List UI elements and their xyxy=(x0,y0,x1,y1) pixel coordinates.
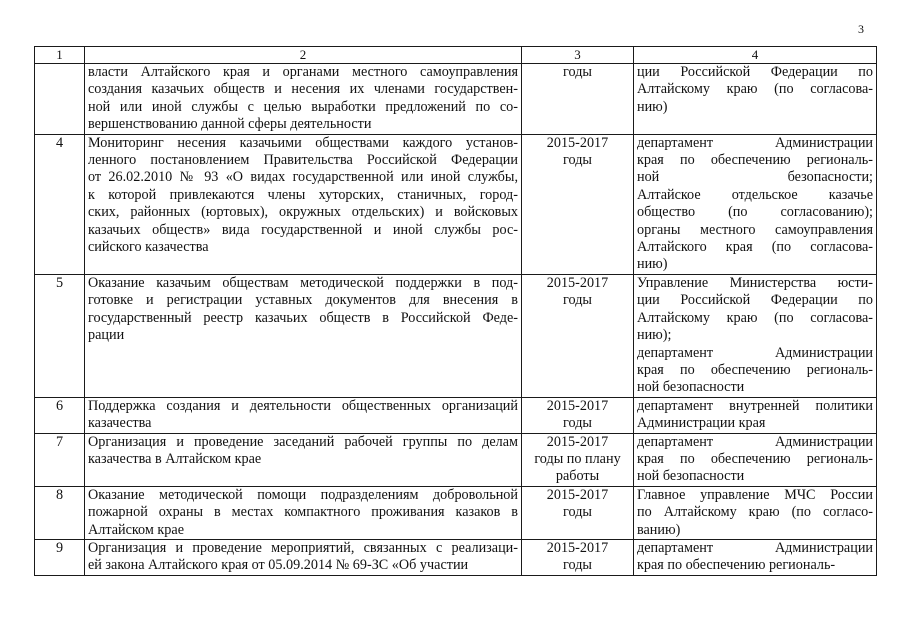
cell-text-line: власти Алтайского края и органами местного самоуправления xyxy=(88,64,518,80)
table-header-row xyxy=(35,47,877,64)
cell-text-line: ции Российской Федерации по xyxy=(637,64,873,80)
cell-text-line: ей закона Алтайского края от 05.09.2014 № 69-ЗС «Об участии xyxy=(88,557,469,574)
cell-text-line: ной безопасности xyxy=(637,379,745,396)
cell-text-line: казачества xyxy=(88,415,152,432)
cell-text-line: 2015-2017 xyxy=(546,539,609,556)
row-number-cell xyxy=(35,433,85,486)
row-number-cell xyxy=(35,539,85,575)
period-cell xyxy=(522,134,634,274)
cell-text-line: годы xyxy=(563,64,592,80)
table-body xyxy=(35,47,877,576)
cell-text-line: Алтайское отдельское казачье xyxy=(637,186,873,203)
cell-text-line: 2015-2017 xyxy=(546,433,609,450)
cell-text-line: ной безопасности; xyxy=(637,169,873,186)
cell-text-line: департамент внутренней политики xyxy=(637,397,873,414)
cell-text-line: 2015-2017 xyxy=(546,134,609,151)
cell-text-line: пожарной охраны в местах компактного проживания казаков в xyxy=(88,504,518,521)
period-cell xyxy=(522,486,634,539)
executor-cell xyxy=(634,64,877,135)
executor-cell xyxy=(634,274,877,397)
table-row xyxy=(35,539,877,575)
table-row xyxy=(35,397,877,433)
measure-description-cell xyxy=(85,486,522,539)
cell-text-line: Алтайском крае xyxy=(88,521,184,538)
cell-text-line: ной или иной службы с целью выработки предложений по со- xyxy=(88,98,518,115)
cell-text-line: годы xyxy=(563,557,592,574)
cell-text-line: ции Российской Федерации по xyxy=(637,292,873,309)
cell-text-line: рации xyxy=(88,327,125,344)
measure-description-cell xyxy=(85,397,522,433)
cell-text-line: Оказание методической помощи подразделениям добровольной xyxy=(88,486,518,503)
row-number: 4 xyxy=(55,134,64,151)
cell-text-line: годы xyxy=(563,504,592,521)
cell-text-line: от 26.02.2010 № 93 «О видах государственной или иной службы, xyxy=(88,169,518,186)
cell-text-line: к которой привлекаются члены хуторских, станичных, город- xyxy=(88,186,518,203)
executor-cell xyxy=(634,433,877,486)
cell-text-line: Поддержка создания и деятельности общественных организаций xyxy=(88,397,518,414)
executor-cell xyxy=(634,486,877,539)
cell-text-line: казачьих обществ» вида государственной и иной службы рос- xyxy=(88,221,518,238)
table-row xyxy=(35,64,877,135)
cell-text-line: нию); xyxy=(637,327,672,344)
executor-cell xyxy=(634,539,877,575)
cell-text-line: края по обеспечению региональ- xyxy=(637,361,873,378)
row-number: 6 xyxy=(55,397,64,414)
measure-description-cell xyxy=(85,274,522,397)
cell-text-line: государственный реестр казачьих обществ в Российской Феде- xyxy=(88,309,518,326)
cell-text-line: края по обеспечению региональ- xyxy=(637,152,873,169)
cell-text-line: органы местного самоуправления xyxy=(637,221,873,238)
cell-text-line: годы xyxy=(563,292,592,309)
cell-text-line: годы по плану xyxy=(534,450,621,467)
row-number: 9 xyxy=(55,539,64,556)
row-number-cell xyxy=(35,397,85,433)
cell-text-line: департамент Администрации xyxy=(637,344,873,361)
cell-text-line: Оказание казачьим обществам методической поддержки в под- xyxy=(88,274,518,291)
header-cell-2: 2 xyxy=(85,47,522,64)
period-cell xyxy=(522,433,634,486)
measures-table xyxy=(34,46,877,576)
executor-cell xyxy=(634,397,877,433)
cell-text-line: 2015-2017 xyxy=(546,486,609,503)
header-cell-3: 3 xyxy=(522,47,634,64)
period-cell xyxy=(522,64,634,135)
cell-text-line: годы xyxy=(563,152,592,169)
cell-text-line: 2015-2017 xyxy=(546,397,609,414)
row-number: 5 xyxy=(55,274,64,291)
period-cell xyxy=(522,274,634,397)
cell-text-line: ванию) xyxy=(637,521,681,538)
cell-text-line: края по обеспечению региональ- xyxy=(637,450,873,467)
cell-text-line: нию) xyxy=(637,256,668,273)
cell-text-line: вершенствованию данной сферы деятельности xyxy=(88,116,372,133)
cell-text-line: работы xyxy=(555,468,600,485)
cell-text-line: Алтайскому краю (по согласова- xyxy=(637,81,873,98)
measure-description-cell xyxy=(85,433,522,486)
cell-text-line: сийского казачества xyxy=(88,239,209,256)
cell-text-line: создания казачьих обществ и несения их членами государствен- xyxy=(88,81,518,98)
row-number-cell xyxy=(35,134,85,274)
cell-text-line: Организация и проведение мероприятий, связанных с реализаци- xyxy=(88,539,518,556)
table-row xyxy=(35,486,877,539)
row-number: 7 xyxy=(55,433,64,450)
table-row xyxy=(35,433,877,486)
cell-text-line: края по обеспечению региональ- xyxy=(637,557,836,574)
table-row xyxy=(35,274,877,397)
row-number-cell xyxy=(35,274,85,397)
cell-text-line: департамент Администрации xyxy=(637,539,873,556)
period-cell xyxy=(522,539,634,575)
cell-text-line: ленного постановлением Правительства Российской Федерации xyxy=(88,152,518,169)
cell-text-line: Алтайскому краю (по согласова- xyxy=(637,309,873,326)
cell-text-line: общество (по согласованию); xyxy=(637,204,873,221)
measure-description-cell xyxy=(85,539,522,575)
measure-description-cell xyxy=(85,64,522,135)
cell-text-line: Мониторинг несения казачьими обществами каждого установ- xyxy=(88,134,518,151)
header-cell-4: 4 xyxy=(634,47,877,64)
cell-text-line: по Алтайскому краю (по согласо- xyxy=(637,504,873,521)
cell-text-line: Управление Министерства юсти- xyxy=(637,274,873,291)
period-cell xyxy=(522,397,634,433)
row-number: 8 xyxy=(55,486,64,503)
executor-cell xyxy=(634,134,877,274)
row-number-cell xyxy=(35,64,85,135)
cell-text-line: департамент Администрации xyxy=(637,433,873,450)
cell-text-line: готовке и регистрации уставных документов для внесения в xyxy=(88,292,518,309)
cell-text-line: ских, районных (юртовых), окружных отдельских) и войсковых xyxy=(88,204,518,221)
cell-text-line: Организация и проведение заседаний рабочей группы по делам xyxy=(88,433,518,450)
cell-text-line: департамент Администрации xyxy=(637,134,873,151)
cell-text-line: Главное управление МЧС России xyxy=(637,486,873,503)
cell-text-line: казачества в Алтайском крае xyxy=(88,450,262,467)
cell-text-line: нию) xyxy=(637,98,668,115)
header-cell-1: 1 xyxy=(35,47,85,64)
cell-text-line: 2015-2017 xyxy=(546,274,609,291)
table-row xyxy=(35,134,877,274)
measure-description-cell xyxy=(85,134,522,274)
cell-text-line: Алтайского края (по согласова- xyxy=(637,239,873,256)
page-number: 3 xyxy=(858,22,864,36)
row-number-cell xyxy=(35,486,85,539)
cell-text-line: ной безопасности xyxy=(637,468,745,485)
cell-text-line: Администрации края xyxy=(637,415,766,432)
cell-text-line: годы xyxy=(563,415,592,432)
